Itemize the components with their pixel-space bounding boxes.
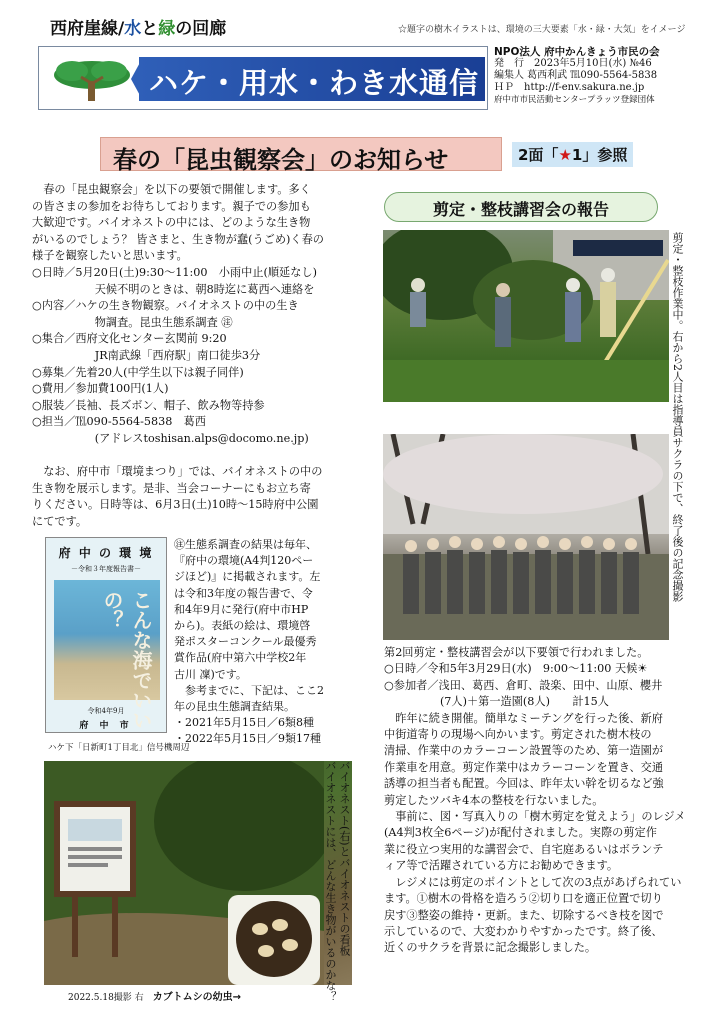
page-reference: 2面「★1」参照 xyxy=(512,142,633,167)
main-headline: 春の「昆虫観察会」のお知らせ xyxy=(100,137,502,171)
org-name: NPO法人 府中かんきょう市民の会 xyxy=(494,46,660,58)
bionest-photo xyxy=(44,761,352,985)
publisher-info xyxy=(494,46,690,118)
detail-date-note: 天候不明のときは、朝8時迄に葛西へ連絡を xyxy=(94,282,315,296)
pruning-work-photo xyxy=(383,230,669,402)
title-illustration-note: ☆題字の樹木イラストは、環境の三大要素「水・緑・大気」をイメージ xyxy=(398,25,686,35)
survey-note: ㊟生態系調査の結果は毎年、 『府中の環境(A4判120ペー ジほど)』に掲載されます。左 は令和3年度の報告書で、令 和4年9月に発行(府中市HP から)。表紙の絵は、環境啓 発ポスターコンクール最優秀 賞作品(府中第六中学校2年 古川 凜)です。 参考までに、下記は、ここ2 年の昆虫生態調査結果。 ・2021年5月15日／6類8種 ・2022年5月15日／9類17種 xyxy=(174,538,324,746)
star-icon: ★ xyxy=(558,146,572,164)
pruning-scene-illustration xyxy=(383,230,669,402)
matsuri-notice: なお、府中市「環境まつり」では、バイオネストの中の 生き物を展示します。是非、当会コーナーにもお立ち寄 りください。日時等は、6月3日(土)10時～15時府中公園 にてです。 xyxy=(32,465,323,528)
tree-logo-icon xyxy=(47,53,137,105)
registration-note: 府中市市民活動センタープラッツ登録団体 xyxy=(494,95,655,105)
bionest-caption: バイオネスト(右)とバイオネストの看板 バイオネストには、どんな生き物がいるのかな？ xyxy=(324,760,351,1002)
report-body: 第2回剪定・整枝講習会が以下要領で行われました。 ○日時／令和5年3月29日(水) 9:00～11:00 天候☀ ○参加者／浅田、葛西、倉町、設楽、田中、山原、櫻井 (7人)＋第一造園(8人) 計15人 昨年に続き開催。簡単なミーテングを行った後、新府 中街道寄りの現場へ向かいます。剪定された樹木枝の 清掃、作業中のカラーコーン設置等のため、第一造園が 作業車を用意。剪定作業中はカラーコーンを置き、交通 誘導の担当者も配置。今回は、昨年太い幹を切るなど強 剪定したツバキ4本の整枝を行ないました。 事前に、図・写真入りの「樹木剪定を覚えよう」のレジメ (A4判3枚全6ページ)が配付されました。実際の剪定作 業に役立つ実用的な講習会で、自宅庭あるいはボランテ ィア等で活躍されている方にお勧めできます。 レジメには剪定のポイントとして次の3点があげられてい ます。①樹木の骨格を造ろう②切り口を適正位置で切り 戻す③整姿の維持・更新。また、切除するべき枝を図で 示しているので、大変わかりやすかったです。終了後、 近くのサクラを背景に記念撮影しました。 xyxy=(384,646,686,955)
issue-info: 発 行 2023年5月10日(水) №46 xyxy=(494,58,652,69)
detail-clothing: ○服装／長袖、長ズボン、帽子、飲み物等持参 xyxy=(32,398,265,412)
detail-fee: ○費用／参加費100円(1人) xyxy=(32,382,169,396)
report-title: 剪定・整枝講習会の報告 xyxy=(384,192,658,222)
detail-content: ○内容／ハケの生き物観察。バイオネストの中の生き xyxy=(32,299,299,313)
booklet-caption: ハケ下「日新町1丁目北」信号機周辺 xyxy=(48,743,190,753)
editor-info: 編集人 葛西利武 ℡090-5564-5838 xyxy=(494,70,658,81)
bionest-scene-illustration xyxy=(44,761,324,985)
detail-meet: ○集合／西府文化センター玄関前 9:20 xyxy=(32,332,227,346)
event-details: ○日時／5月20日(土)9:30～11:00 小雨中止(順延なし) 天候不明のときは、朝8時迄に葛西へ連絡を ○内容／ハケの生き物観察。バイオネストの中の生き 物調査。昆虫生態系調査 ㊟ ○集合／西府文化センター玄関前 9:20 JR南武線「西府駅」南口徒歩3分 ○募集／先着20人(中学生以下は親子同伴) ○費用／参加費100円(1人) ○服装／長袖、長ズボン、帽子、飲み物等持参 ○担当／℡090-5564-5838 葛西 (アドレスtoshisan.alps@docomo.ne.jp) xyxy=(32,265,362,448)
group-photo xyxy=(383,434,669,640)
detail-contact: ○担当／℡090-5564-5838 葛西 xyxy=(32,415,206,429)
date-caption: 2022.5.18撮影 右 カブトムシの幼虫→ xyxy=(68,992,242,1003)
detail-date: ○日時／5月20日(土)9:30～11:00 小雨中止(順延なし) xyxy=(32,266,317,279)
series-title: 西府崖線/水と緑の回廊 xyxy=(50,19,227,39)
event-intro: 春の「昆虫観察会」を以下の要領で開催します。多く の皆さまの参加をお待ちしております。親子での参加も 大歓迎です。バイオネストの中には、どのような生き物 がいるのでしょう？ 皆さまと、生き物が蠢(うごめ)く春の 様子を観察したいと思います。 xyxy=(32,183,324,263)
photo2-caption: サクラの下で、終了後の記念撮影 xyxy=(671,437,684,602)
report-booklet-image: 府 中 の 環 境 －令和３年度報告書－ こんな海でいいの？ 令和4年9月 府 中 市 xyxy=(45,537,167,733)
detail-recruit: ○募集／先着20人(中学生以下は親子同伴) xyxy=(32,365,244,379)
newsletter-banner xyxy=(38,46,488,110)
group-scene-illustration xyxy=(383,434,669,640)
homepage-link[interactable]: ＨＰ http://f-env.sakura.ne.jp xyxy=(494,82,645,93)
detail-email: (アドレスtoshisan.alps@docomo.ne.jp) xyxy=(94,431,309,445)
photo1-caption: 剪定・整枝作業中。右から2人目は指導員 xyxy=(671,232,684,437)
newsletter-title: ハケ・用水・わき水通信 xyxy=(149,66,480,100)
